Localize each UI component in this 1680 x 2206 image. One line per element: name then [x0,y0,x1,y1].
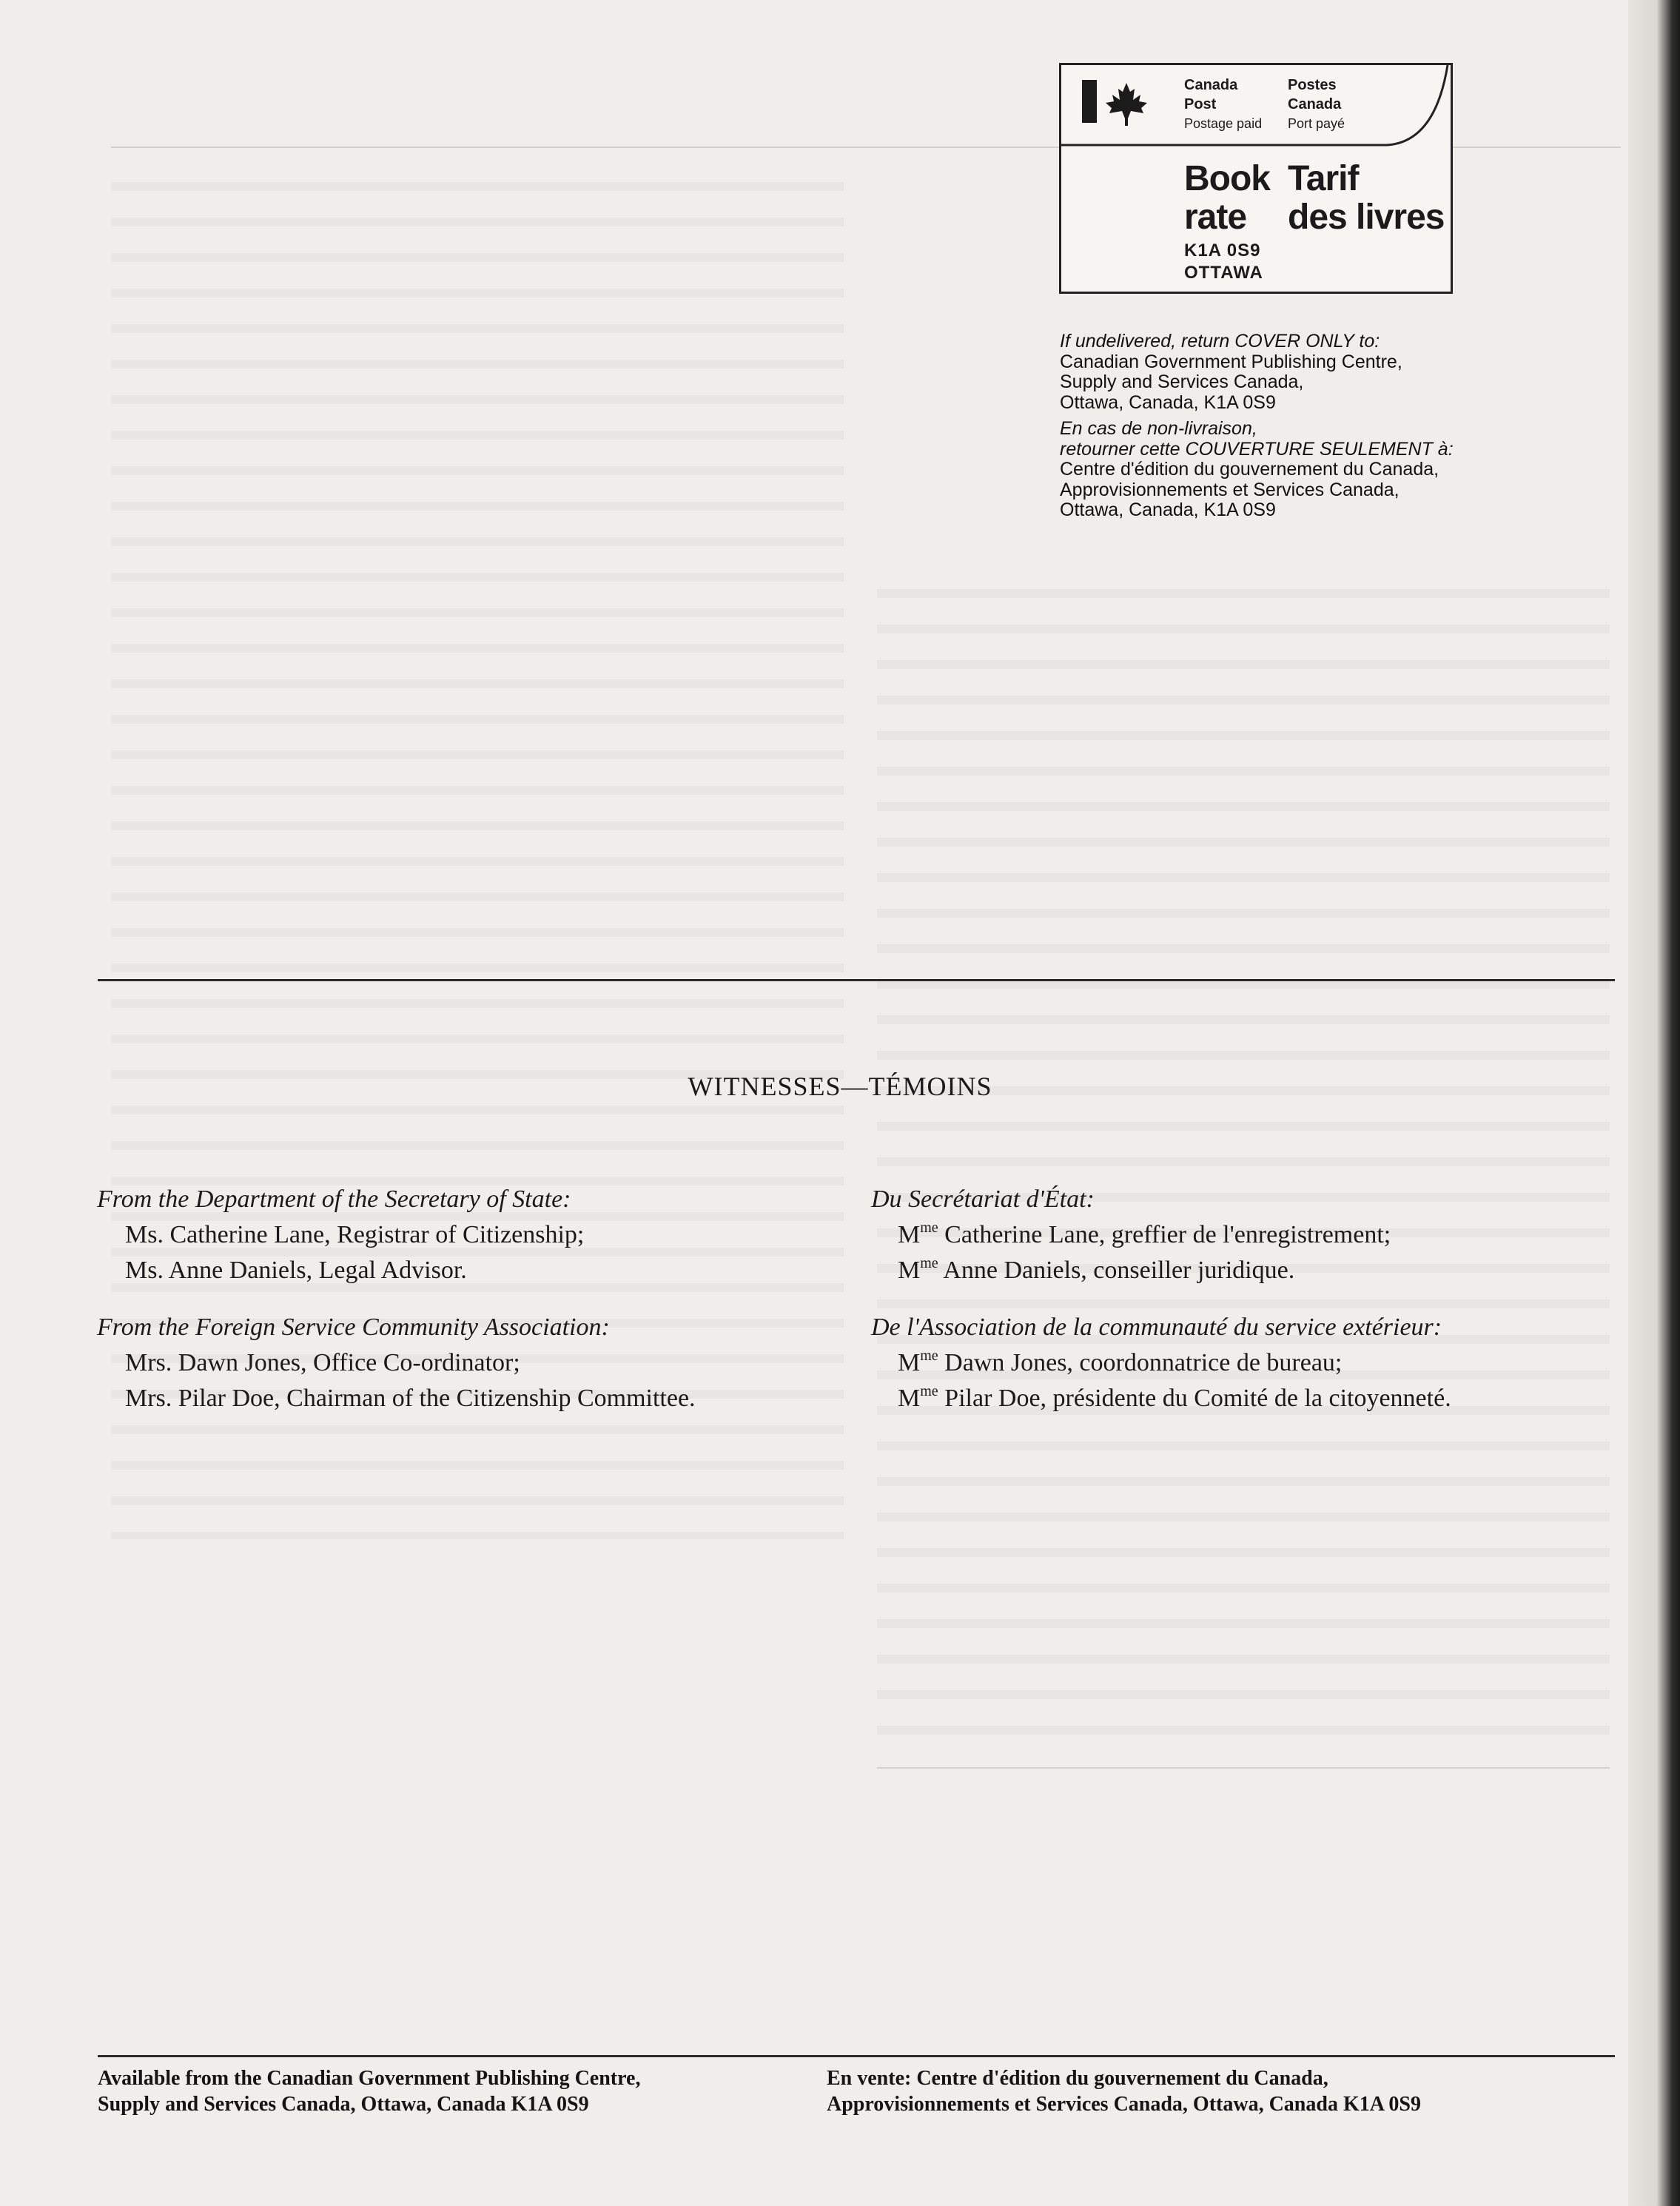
canada-post-label [1184,75,1262,133]
footer-availability-en [98,2065,808,2117]
return-notice-en-lead: If undelivered, return COVER ONLY to: [1060,331,1380,352]
witness-name [898,1345,1611,1381]
witnesses-heading: WITNESSES—TÉMOINS [688,1072,992,1101]
witness-name-text: Anne Daniels, conseiller juridique. [943,1257,1295,1284]
return-notice-en-line: Canadian Government Publishing Centre, [1060,351,1402,372]
title-prefix: M [898,1257,921,1284]
tarif-livres-line2: des livres [1288,198,1445,237]
footer-divider [98,2055,1615,2057]
return-notice-fr-lead: retourner cette COUVERTURE SEULEMENT à: [1060,438,1454,460]
section-divider [98,979,1615,981]
witness-name [898,1381,1611,1416]
witness-name-text: Dawn Jones, coordonnatrice de bureau; [944,1349,1343,1376]
footer-line: Approvisionnements et Services Canada, Ottawa, Canada K1A 0S9 [827,2093,1421,2116]
title-prefix: M [898,1349,921,1376]
maple-leaf-icon [1103,80,1150,127]
witnesses-french [871,1182,1611,1416]
witness-organization: From the Department of the Secretary of State: [97,1186,571,1213]
postes-canada-line2: Canada [1288,96,1342,112]
ghost-right-column [877,577,1610,1746]
title-superscript: me [920,1255,938,1271]
port-paye-label: Port payé [1288,116,1345,131]
indicia-address [1184,240,1263,284]
flag-bar-icon [1082,80,1097,123]
witness-name: Mrs. Dawn Jones, Office Co-ordinator; [125,1349,520,1376]
postes-canada-line1: Postes [1288,77,1337,93]
postage-indicia [1059,63,1453,294]
witness-name: Ms. Anne Daniels, Legal Advisor. [125,1257,467,1284]
witness-name: Mrs. Pilar Doe, Chairman of the Citizenship Committee. [125,1385,696,1412]
tarif-livres-line1: Tarif [1288,159,1359,198]
book-rate-label [1184,160,1270,237]
title-superscript: me [920,1383,938,1399]
canada-post-line1: Canada [1184,77,1238,93]
title-superscript: me [920,1348,938,1364]
return-notice-fr-line: Centre d'édition du gouvernement du Canada, [1060,459,1439,480]
witness-organization: From the Foreign Service Community Association: [97,1314,610,1341]
footer-line: Available from the Canadian Government Publishing Centre, [98,2067,641,2090]
indicia-header [1061,65,1451,147]
return-notice-fr-lead: En cas de non-livraison, [1060,418,1257,439]
title-prefix: M [898,1221,921,1248]
witness-name [898,1217,1611,1253]
return-notice-fr-line: Ottawa, Canada, K1A 0S9 [1060,500,1276,520]
indicia-city: OTTAWA [1184,263,1263,283]
book-rate-line2: rate [1184,198,1247,237]
witness-organization: De l'Association de la communauté du service extérieur: [871,1314,1442,1341]
canada-post-line2: Post [1184,96,1217,112]
return-notice [1060,332,1504,521]
postes-canada-label [1288,75,1345,133]
witness-name-text: Pilar Doe, présidente du Comité de la citoyenneté. [944,1385,1451,1412]
witness-name-text: Catherine Lane, greffier de l'enregistrement; [944,1221,1391,1248]
tarif-livres-label [1288,160,1444,237]
return-notice-fr-line: Approvisionnements et Services Canada, [1060,479,1400,500]
footer-line: Supply and Services Canada, Ottawa, Canada K1A 0S9 [98,2093,589,2116]
indicia-postal-code: K1A 0S9 [1184,241,1261,260]
footer-line: En vente: Centre d'édition du gouvernement du Canada, [827,2067,1328,2090]
title-prefix: M [898,1385,921,1412]
footer-availability-fr [827,2065,1626,2117]
return-notice-en-line: Ottawa, Canada, K1A 0S9 [1060,391,1276,413]
witnesses-english [97,1182,837,1416]
ghost-bottom-rule [877,1767,1610,1769]
page-edge-shadow [1628,0,1680,2206]
postage-paid-label: Postage paid [1184,116,1263,131]
witness-organization: Du Secrétariat d'État: [871,1186,1095,1213]
return-notice-en-line: Supply and Services Canada, [1060,371,1304,392]
witness-name [898,1253,1611,1288]
title-superscript: me [920,1220,938,1236]
witness-name: Ms. Catherine Lane, Registrar of Citizenship; [125,1221,585,1248]
book-rate-line1: Book [1184,159,1270,198]
